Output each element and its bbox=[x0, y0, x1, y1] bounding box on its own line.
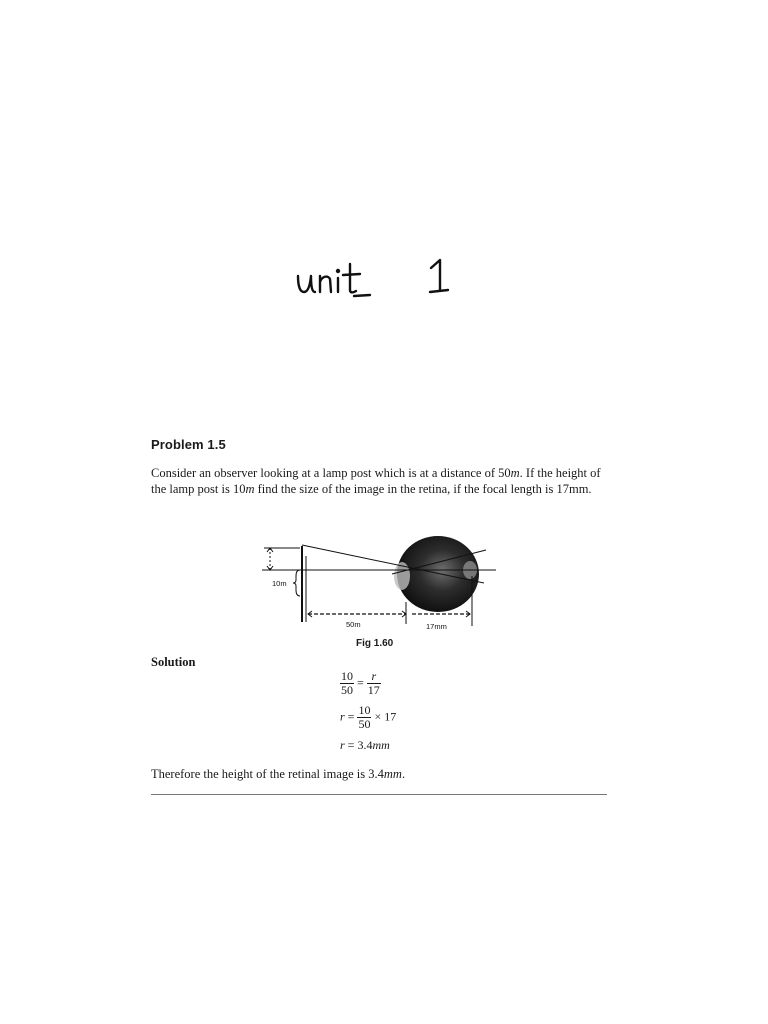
equation-r-result: r = 3.4mm bbox=[340, 738, 390, 752]
unit-m-height: m bbox=[245, 482, 255, 496]
problem-title: Problem 1.5 bbox=[151, 437, 226, 452]
unit-m-distance: m bbox=[510, 466, 520, 480]
solution-heading: Solution bbox=[151, 655, 196, 669]
conclusion-text: Therefore the height of the retinal image is 3.4mm. bbox=[151, 767, 406, 781]
height-brace bbox=[293, 570, 300, 596]
solution-equations bbox=[330, 670, 480, 760]
problem-text-part-1: Consider an observer looking at a lamp post which is at a distance of 50 bbox=[151, 466, 511, 480]
label-10m: 10m bbox=[272, 579, 287, 588]
eye-lamp-post-diagram bbox=[262, 536, 502, 636]
label-50m: 50m bbox=[346, 620, 361, 629]
problem-text-part-3: find the size of the image in the retina, if the focal length is 17mm. bbox=[254, 482, 592, 496]
figure-caption: Fig 1.60 bbox=[356, 638, 394, 649]
problem-text-part-2: . If the height of the lamp post is 10 bbox=[151, 466, 601, 496]
equation-ratio: $\frac{10}{50}$ = $\frac{r}{17}$ bbox=[341, 669, 380, 697]
problem-statement bbox=[151, 465, 611, 497]
label-17mm: 17mm bbox=[426, 622, 447, 631]
equation-r-expression: r = $\frac{10}{50}$ × 17 bbox=[340, 703, 397, 731]
handwritten-unit-heading bbox=[290, 246, 470, 306]
horizontal-rule bbox=[151, 794, 607, 795]
